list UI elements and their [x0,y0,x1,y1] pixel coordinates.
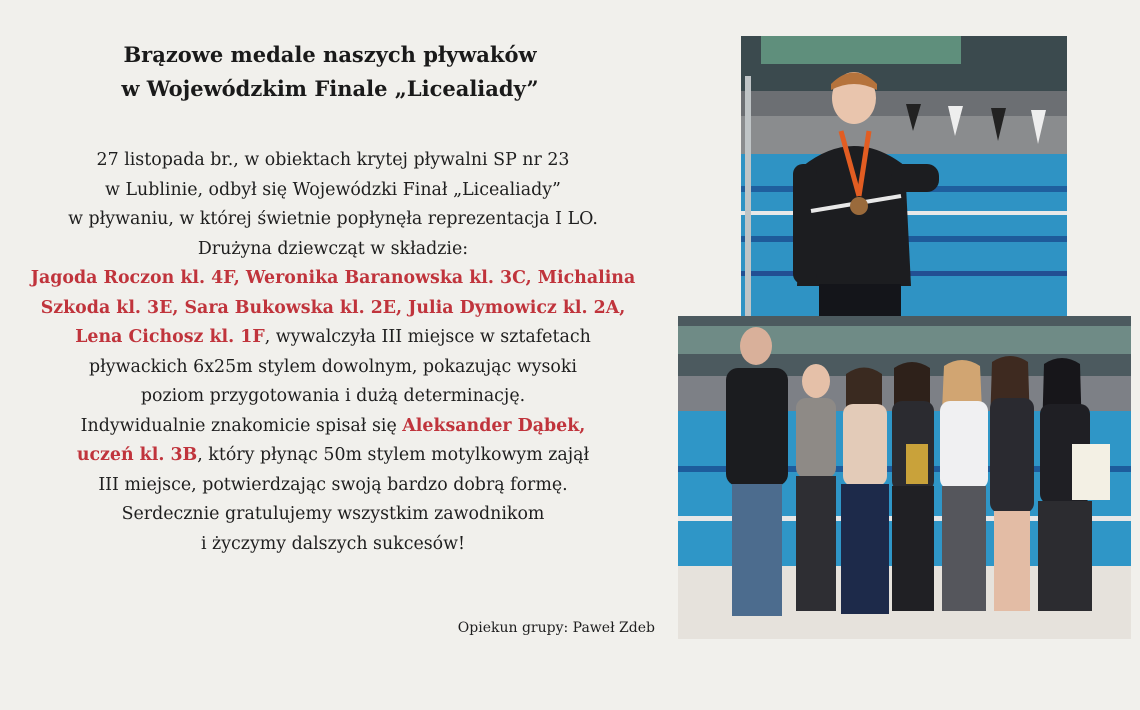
article-title [40,38,620,106]
title-line-2: w Wojewódzkim Finale „Licealiady” [121,76,539,101]
body-line: poziom przygotowania i dużą determinację. [140,386,526,406]
team-names: Szkoda kl. 3E, Sara Bukowska kl. 2E, Julia Dymowicz kl. 2A, [40,297,626,318]
body-line [8,412,658,442]
individual-name: Aleksander Dąbek, [402,415,586,436]
body-line [8,323,658,353]
team-names-line [8,294,658,324]
body-line: pływackich 6x25m stylem dowolnym, pokazując wysoki [89,356,577,377]
photo-girls-team-with-coach [678,316,1131,639]
team-names: Jagoda Roczon kl. 4F, Weronika Baranowska kl. 3C, Michalina [30,268,636,288]
body-line: III miejsce, potwierdzając swoją bardzo dobrą formę. [98,474,568,495]
body-line: 27 listopada br., w obiektach krytej pływalni SP nr 23 [96,150,570,170]
body-text-run: , wywalczyła III miejsce w sztafetach [264,327,591,347]
team-names: Lena Cichosz kl. 1F [75,327,265,347]
body-line: i życzymy dalszych sukcesów! [200,533,466,554]
team-names-line [8,264,658,294]
photo-swimmer-with-medal [741,36,1067,316]
body-text-run: , który płynąc 50m stylem motylkowym zajął [197,445,590,465]
article-body [8,146,658,559]
individual-class: uczeń kl. 3B [76,445,198,465]
title-line-1: Brązowe medale naszych pływaków [123,42,537,67]
body-line: w Lublinie, odbył się Wojewódzki Finał „Licealiady” [105,179,561,200]
body-line: w pływaniu, w której świetnie popłynęła reprezentacja I LO. [68,209,598,229]
body-line [8,441,658,471]
body-text-run: Indywidualnie znakomicie spisał się [80,415,403,436]
signature: Opiekun grupy: Paweł Zdeb [457,620,655,636]
body-line: Drużyna dziewcząt w składzie: [197,238,469,259]
body-line: Serdecznie gratulujemy wszystkim zawodnikom [121,504,545,524]
